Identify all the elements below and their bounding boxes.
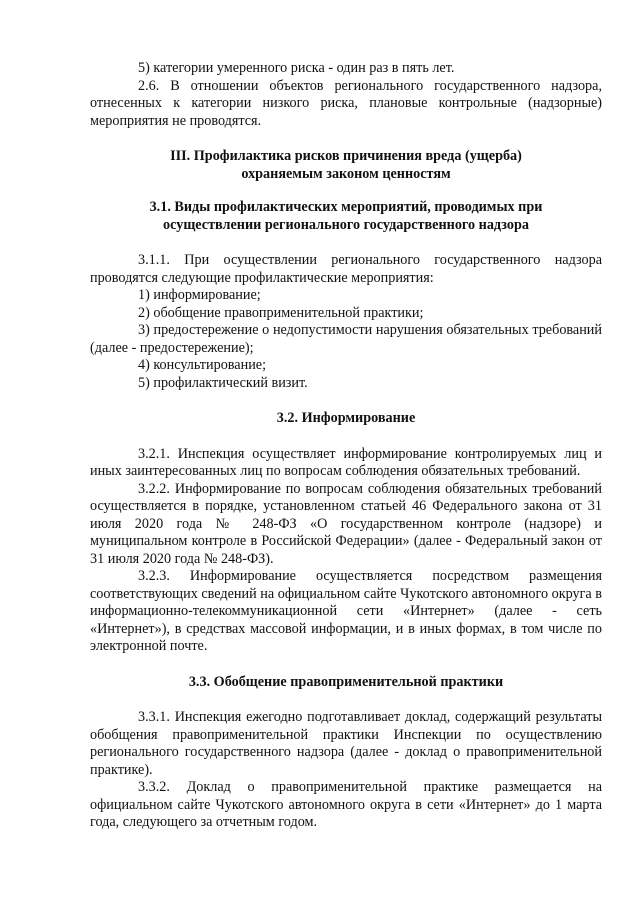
list-item: 1) информирование; (138, 287, 261, 303)
list-item: 4) консультирование; (138, 357, 267, 373)
list-item: 5) профилактический визит. (138, 374, 308, 391)
paragraph-2-5-item-5: 5) категории умеренного риска - один раз в пять лет. (138, 60, 455, 76)
paragraph-2-6: 2.6. В отношении объектов регионального государственного надзора, отнесенных к категории низкого риска, плановые контрольные (надзорные) мероприятия не проводятся. (90, 77, 602, 129)
document-body (90, 60, 602, 832)
paragraph-3-2-3: 3.2.3. Информирование осуществляется посредством размещения соответствующих сведений на официальном сайте Чукотского автономного округа в информационно-телекоммуникационной сети «Интернет» (далее - сеть «Интернет»), в средствах массовой информации, и в иных формах, в том числе по электронной почте. (90, 568, 602, 654)
paragraph-3-3-1: 3.3.1. Инспекция ежегодно подготавливает доклад, содержащий результаты обобщения правоприменительной практики Инспекции по осуществлению регионального государственного надзора (далее - доклад о правоприменительной практике). (90, 709, 602, 778)
section-3-2-title: 3.2. Информирование (276, 410, 416, 426)
paragraph-3-1-1: 3.1.1. При осуществлении регионального государственного надзора проводятся следующие профилактические мероприятия: (90, 252, 602, 286)
paragraph-3-2-1: 3.2.1. Инспекция осуществляет информирование контролируемых лиц и иных заинтересованных лиц по вопросам соблюдения обязательных требований. (90, 445, 602, 479)
list-item: 3) предостережение о недопустимости нарушения обязательных требований (далее - предостережение); (90, 322, 602, 356)
section-3-1-title (90, 199, 602, 234)
paragraph-3-2-2: 3.2.2. Информирование по вопросам соблюдения обязательных требований осуществляется в порядке, установленном статьей 46 Федерального закона от 31 июля 2020 года № 248-ФЗ «О государственном контроле (надзоре) и муниципальном контроле в Российской Федерации» (далее - Федеральный закон от 31 июля 2020 года № 248-ФЗ). (90, 480, 602, 567)
section-3-title-line-2: охраняемым законом ценностям (241, 165, 451, 182)
section-3-title (90, 148, 602, 183)
section-3-1-title-line-2: осуществлении регионального государственного надзора (163, 216, 529, 233)
paragraph-3-3-2: 3.3.2. Доклад о правоприменительной практике размещается на официальном сайте Чукотского автономного округа в сети «Интернет» до 1 марта года, следующего за отчетным годом. (90, 779, 602, 830)
section-3-title-line-1: III. Профилактика рисков причинения вреда (ущерба) (170, 148, 522, 164)
section-3-1-title-line-1: 3.1. Виды профилактических мероприятий, проводимых при (149, 199, 543, 215)
section-3-3-title: 3.3. Обобщение правоприменительной практики (188, 673, 504, 690)
list-item: 2) обобщение правоприменительной практики; (138, 304, 424, 321)
